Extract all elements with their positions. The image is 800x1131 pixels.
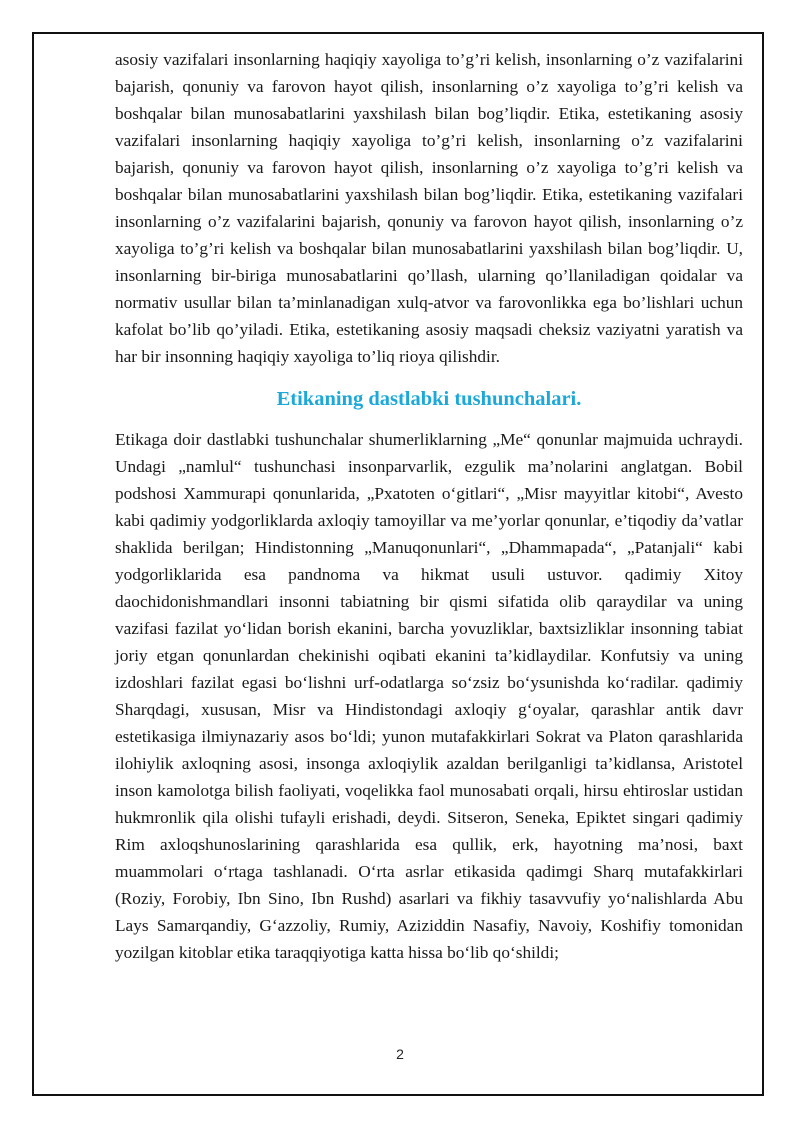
page-number: 2 [396,1046,404,1062]
paragraph-intro: asosiy vazifalari insonlarning haqiqiy xayoliga to’g’ri kelish, insonlarning o’z vazifalarini bajarish, qonuniy va farovon hayot qilish, insonlarning o’z xayoliga to’g’ri kelish va boshqalar bilan munosabatlarini yaxshilash bilan bog’liqdir. Etika, estetikaning asosiy vazifalari insonlarning haqiqiy xayoliga to’g’ri kelish, insonlarning o’z vazifalarini bajarish, qonuniy va farovon hayot qilish, insonlarning o’z xayoliga to’g’ri kelish va boshqalar bilan munosabatlarini yaxshilash bilan bog’liqdir. Etika, estetikaning vazifalari insonlarning o’z vazifalarini bajarish, qonuniy va farovon hayot qilish, insonlarning o’z xayoliga to’g’ri kelish va boshqalar bilan munosabatlarini yaxshilash bilan bog’liqdir. U, insonlarning bir-biriga munosabatlarini qo’llash, ularning qo’llaniladigan qoidalar va normativ usullar bilan ta’minlanadigan xulq-atvor va farovonlikka ega bo’lishlari uchun kafolat bo’lib qo’yiladi. Etika, estetikaning asosiy maqsadi cheksiz vaziyatni yaratish va har bir insonning haqiqiy xayoliga to’liq rioya qilishdir. [115,50,743,366]
section-heading: Etikaning dastlabki tushunchalari. [276,388,582,410]
paragraph-history: Etikaga doir dastlabki tushunchalar shumerliklarning „Me“ qonunlar majmuida uchraydi. Undagi „namlul“ tushunchasi insonparvarlik, ezgulik ma’nolarini anglatgan. Bobil podshosi Xammurapi qonunlarida, „Pxatoten o‘gitlari“, „Misr mayyitlar kitobi“, Avesto kabi qadimiy yodgorliklarda axloqiy tamoyillar va me’yorlar qonunlar, e’tiqodiy da’vatlar shaklida berilgan; Hindistonning „Manuqonunlari“, „Dhammapada“, „Patanjali“ kabi yodgorliklarida esa pandnoma va hikmat usuli ustuvor. qadimiy Xitoy daochidonishmandlari insonni tabiatning bir qismi sifatida olib qaraydilar va uning vazifasi fazilat yo‘lidan borish ekanini, barcha yovuzliklar, baxtsizliklar insonning tabiat joriy etgan qonunlardan chekinishi oqibati ekanini ta’kidlaydilar. Konfutsiy va uning izdoshlari fazilat egasi bo‘lishni urf-odatlarga so‘zsiz bo‘ysunishda ko‘radilar. qadimiy Sharqdagi, xususan, Misr va Hindistondagi axloqiy g‘oyalar, qarashlar antik davr estetikasiga ilmiynazariy asos bo‘ldi; yunon mutafakkirlari Sokrat va Platon qarashlarida ilohiylik axloqning asosi, insonga axloqiylik azaldan berilganligi ta’kidlansa, Aristotel inson kamolotga bilish faoliyati, voqelikka faol munosabati orqali, hirsu ehtiroslar ustidan hukmronlik qila olishi tufayli erishadi, deydi. Sitseron, Seneka, Epiktet singari qadimiy Rim axloqshunoslarining qarashlarida esa qullik, erk, hayotning ma’nosi, baxt muammolari o‘rtaga tashlanadi. O‘rta asrlar etikasida qadimgi Sharq mutafakkirlari (Roziy, Forobiy, Ibn Sino, Ibn Rushd) asarlari va fikhiy tasavvufiy yo‘nalishlarda Abu Lays Samarqandiy, G‘azzoliy, Rumiy, Aziziddin Nasafiy, Navoiy, Koshifiy tomonidan yozilgan kitoblar etika taraqqiyotiga katta hissa bo‘lib qo‘shildi; [115,430,743,962]
document-body [115,46,743,966]
